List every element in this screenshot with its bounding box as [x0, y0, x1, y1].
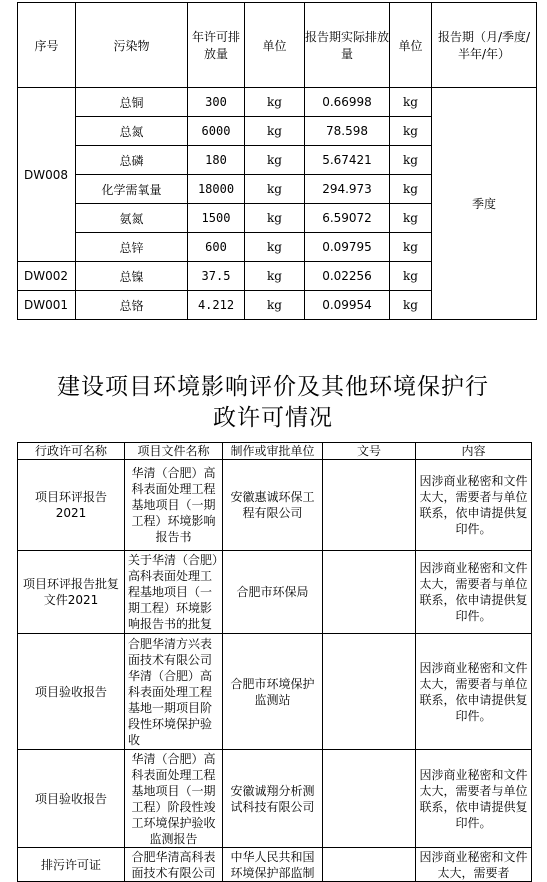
- header-actual: 报告期实际排放量: [305, 3, 390, 88]
- unit-value: kg: [390, 117, 432, 146]
- pollutant-name: 总镍: [76, 262, 188, 291]
- unit-value: kg: [245, 146, 305, 175]
- file-name: 合肥华清方兴表面技术有限公司华清（合肥）高科表面处理工程基地一期项目阶段性环境保护验收: [125, 634, 223, 750]
- pollutant-name: 总铬: [76, 291, 188, 320]
- permit-name: 项目环评报告2021: [18, 460, 125, 551]
- header-unit: 单位: [245, 3, 305, 88]
- permitted-value: 1500: [188, 204, 245, 233]
- content: 因涉商业秘密和文件太大，需要者与单位联系，依申请提供复印件。: [416, 634, 532, 750]
- pollutant-name: 氨氮: [76, 204, 188, 233]
- permitted-value: 4.212: [188, 291, 245, 320]
- permits-table: [17, 442, 532, 882]
- period-value: 季度: [432, 88, 537, 320]
- doc-number: [323, 634, 416, 750]
- unit-value: kg: [390, 204, 432, 233]
- actual-value: 5.67421: [305, 146, 390, 175]
- file-name: 华清（合肥）高科表面处理工程基地项目（一期工程）阶段性竣工环境保护验收监测报告: [125, 750, 223, 848]
- file-name: 华清（合肥）高科表面处理工程基地项目（一期工程）环境影响报告书: [125, 460, 223, 551]
- unit-value: kg: [245, 88, 305, 117]
- actual-value: 0.09795: [305, 233, 390, 262]
- table-row: [18, 634, 532, 750]
- pollutant-name: 总锌: [76, 233, 188, 262]
- unit-value: kg: [390, 262, 432, 291]
- permit-name: 项目验收报告: [18, 634, 125, 750]
- outlet-code: DW001: [18, 291, 76, 320]
- file-name: 合肥华清高科表面技术有限公司: [125, 848, 223, 882]
- table-row: [18, 750, 532, 848]
- actual-value: 78.598: [305, 117, 390, 146]
- table-row: [18, 460, 532, 551]
- permit-name: 排污许可证: [18, 848, 125, 882]
- emissions-table: [17, 2, 537, 320]
- permitted-value: 37.5: [188, 262, 245, 291]
- doc-number: [323, 551, 416, 634]
- unit-value: kg: [245, 204, 305, 233]
- header-content: 内容: [416, 443, 532, 460]
- header-file-name: 项目文件名称: [125, 443, 223, 460]
- unit-value: kg: [245, 291, 305, 320]
- content: 因涉商业秘密和文件太大，需要者与单位联系，依申请提供复印件。: [416, 460, 532, 551]
- header-issuing-unit: 制作或审批单位: [223, 443, 323, 460]
- header-period: 报告期（月/季度/半年/年）: [432, 3, 537, 88]
- actual-value: 294.973: [305, 175, 390, 204]
- actual-value: 0.09954: [305, 291, 390, 320]
- permitted-value: 18000: [188, 175, 245, 204]
- content: 因涉商业秘密和文件太大，需要者与单位联系，依申请提供复印件。: [416, 750, 532, 848]
- content: 因涉商业秘密和文件太大，需要者: [416, 848, 532, 882]
- permitted-value: 300: [188, 88, 245, 117]
- issuing-unit: 中华人民共和国环境保护部监制: [223, 848, 323, 882]
- permitted-value: 180: [188, 146, 245, 175]
- doc-number: [323, 848, 416, 882]
- file-name: 关于华清（合肥）高科表面处理工程基地项目（一期工程）环境影响报告书的批复: [125, 551, 223, 634]
- content: 因涉商业秘密和文件太大，需要者与单位联系，依申请提供复印件。: [416, 551, 532, 634]
- outlet-code: DW002: [18, 262, 76, 291]
- header-permitted: 年许可排放量: [188, 3, 245, 88]
- unit-value: kg: [390, 146, 432, 175]
- permit-name: 项目验收报告: [18, 750, 125, 848]
- pollutant-name: 总磷: [76, 146, 188, 175]
- unit-value: kg: [245, 175, 305, 204]
- permit-name: 项目环评报告批复文件2021: [18, 551, 125, 634]
- unit-value: kg: [390, 233, 432, 262]
- actual-value: 6.59072: [305, 204, 390, 233]
- actual-value: 0.66998: [305, 88, 390, 117]
- table-row: [18, 551, 532, 634]
- permits-header-row: [18, 443, 532, 460]
- issuing-unit: 合肥市环保局: [223, 551, 323, 634]
- table-row: [18, 848, 532, 882]
- table-row: [18, 88, 537, 117]
- doc-number: [323, 460, 416, 551]
- pollutant-name: 总氮: [76, 117, 188, 146]
- emissions-header-row: [18, 3, 537, 88]
- header-seq: 序号: [18, 3, 76, 88]
- permitted-value: 6000: [188, 117, 245, 146]
- pollutant-name: 化学需氧量: [76, 175, 188, 204]
- section-title: [18, 372, 528, 434]
- doc-number: [323, 750, 416, 848]
- actual-value: 0.02256: [305, 262, 390, 291]
- unit-value: kg: [390, 175, 432, 204]
- section-title-line-1: 建设项目环境影响评价及其他环境保护行: [57, 374, 489, 400]
- header-pollutant: 污染物: [76, 3, 188, 88]
- unit-value: kg: [245, 262, 305, 291]
- unit-value: kg: [390, 88, 432, 117]
- issuing-unit: 安徽惠诚环保工程有限公司: [223, 460, 323, 551]
- header-doc-number: 文号: [323, 443, 416, 460]
- outlet-code: DW008: [18, 88, 76, 262]
- section-title-line-2: 政许可情况: [213, 405, 333, 431]
- pollutant-name: 总铜: [76, 88, 188, 117]
- unit-value: kg: [390, 291, 432, 320]
- unit-value: kg: [245, 233, 305, 262]
- issuing-unit: 合肥市环境保护监测站: [223, 634, 323, 750]
- issuing-unit: 安徽诚翔分析测试科技有限公司: [223, 750, 323, 848]
- header-permit-name: 行政许可名称: [18, 443, 125, 460]
- unit-value: kg: [245, 117, 305, 146]
- header-unit-2: 单位: [390, 3, 432, 88]
- permitted-value: 600: [188, 233, 245, 262]
